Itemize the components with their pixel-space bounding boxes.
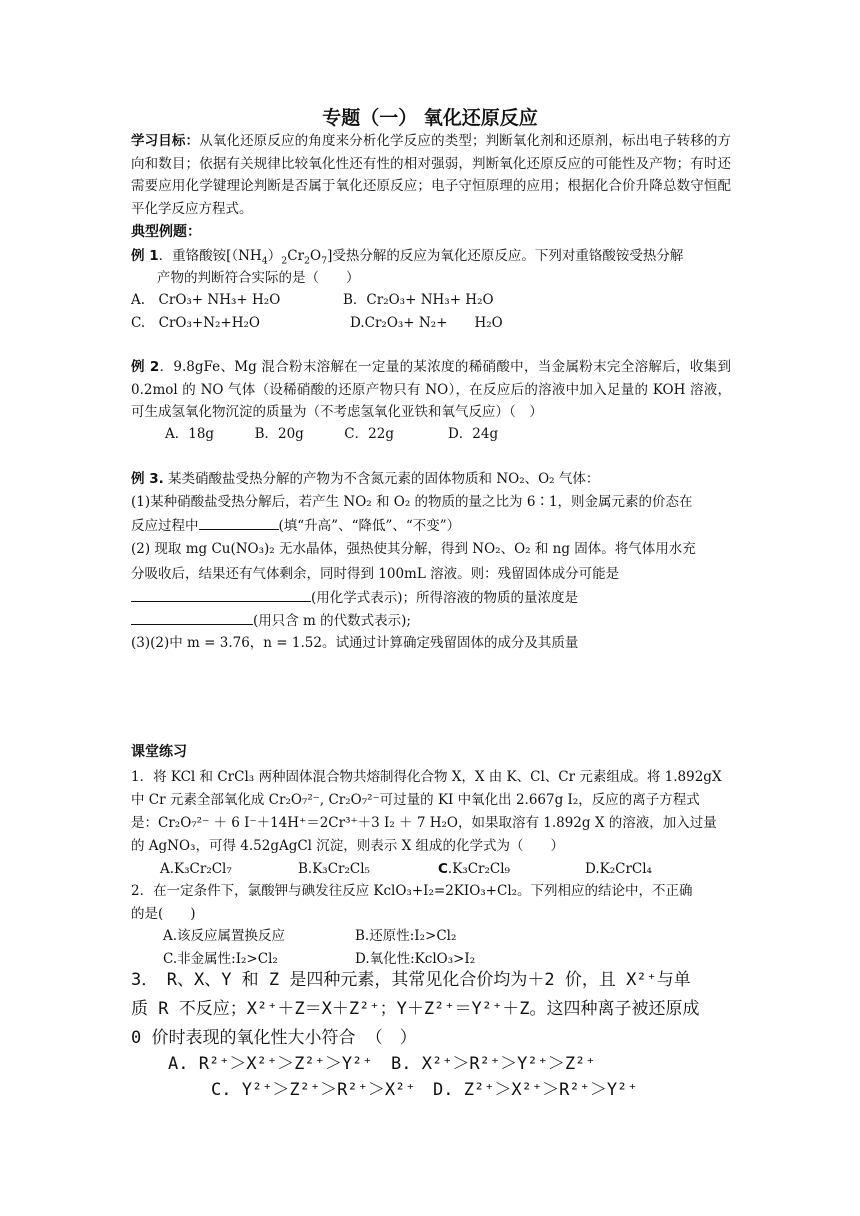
page-title: 专题（一） 氧化还原反应 [322,107,538,129]
example-1-option-a: A. CrO₃+ NH₃+ H₂O [131,292,281,308]
example-3-intro-text: 某类硝酸盐受热分解的产物为不含氮元素的固体物质和 NO₂、O₂ 气体： [168,471,600,487]
practice-2-line2: 的是( ) [131,906,196,922]
practice-3-line3: 0 价时表现的氧化性大小符合 （ ） [131,1028,417,1048]
practice-3-option-c: C. Y²⁺＞Z²⁺＞R²⁺＞X²⁺ [211,1080,416,1100]
practice-1-option-b: B.K₃Cr₂Cl₅ [298,861,370,877]
example-3-q1-line1: (1)某种硝酸盐受热分解后，若产生 NO₂ 和 O₂ 的物质的量之比为 6∶1，则金属元素的价态在 [131,494,693,510]
practice-3-option-d: D. Z²⁺＞X²⁺＞R²⁺＞Y²⁺ [433,1080,638,1100]
practice-3-option-b: B. X²⁺＞R²⁺＞Y²⁺＞Z²⁺ [391,1054,596,1074]
example-2-options: A．18g B．20g C．22g D．24g [165,426,499,442]
practice-1-line1: 1．将 KCl 和 CrCl₃ 两种固体混合物共熔制得化合物 X，X 由 K、Cl、Cr 元素组成。将 1.892gX [131,769,722,785]
practice-3-line1: 3． R、X、Y 和 Z 是四种元素，其常见化合价均为＋2 价，且 X²⁺与单 [131,970,691,990]
example-2-text: ．9.8gFe、Mg 混合粉末溶解在一定量的某浓度的稀硝酸中，当金属粉末完全溶解后，收集到 0.2mol 的 NO 气体（设稀硝酸的还原产物只有 NO），在反应后的溶液中加入足量的 KOH 溶液，可生成氢氧化物沉淀的质量为（不考虑氢氧化亚铁和氧气反应）（ ） [131,359,732,420]
learning-objective [131,130,731,220]
practice-1-line4: 的 AgNO₃，可得 4.52gAgCl 沉淀，则表示 X 组成的化学式为（ ） [131,838,564,854]
ex1-stem-e: ]受热分解的反应为氧化还原反应。下列对重铬酸铵受热分解 [327,248,684,264]
example-1-option-d: D.Cr₂O₃+ N₂+ H₂O [350,315,503,331]
answer-blank-1[interactable] [199,515,279,530]
example-1-option-c: C. CrO₃+N₂+H₂O [131,315,261,331]
ex1-stem-a: ．重铬酸铵[（NH [158,248,262,264]
practice-2-option-c: C.非金属性:I₂>Cl₂ [163,951,278,967]
practice-2-option-b: B.还原性:I₂>Cl₂ [355,928,457,944]
practice-3-option-a: A. R²⁺＞X²⁺＞Z²⁺＞Y²⁺ [168,1054,373,1074]
practice-1-line3: 是：Cr₂O₇²⁻ ＋ 6 I⁻＋14H⁺＝2Cr³⁺＋3 I₂ ＋ 7 H₂O，如果取溶有 1.892g X 的溶液，加入过量 [131,815,717,831]
example-3-q3: (3)(2)中 m = 3.76，n = 1.52。试通过计算确定残留固体的成分及其质量 [131,635,579,651]
practice-1-option-c [438,859,510,879]
ex1-stem-d: O [310,248,322,264]
practice-1-option-c-text: .K₃Cr₂Cl₉ [447,861,510,877]
example-3-intro [131,469,599,489]
practice-1-option-c-letter: C [438,861,448,877]
examples-heading: 典型例题： [131,224,201,240]
practice-1-option-a: A.K₃Cr₂Cl₇ [160,861,232,877]
example-3-q1-line2 [131,515,460,536]
objective-label: 学习目标： [131,133,200,149]
practice-1-line2: 中 Cr 元素全部氧化成 Cr₂O₇²⁻, Cr₂O₇²⁻可过量的 KI 中氧化出 2.667g I₂，反应的离子方程式 [131,792,700,808]
ex3-q2-c: (用化学式表示)；所得溶液的物质的量浓度是 [311,590,579,606]
example-2-label: 例 2 [131,359,160,375]
practice-2-line1: 2．在一定条件下，氯酸钾与碘发往反应 KclO₃+I₂=2KIO₃+Cl₂。下列相应的结论中，不正确 [131,883,693,899]
example-1-stem-line2: 产物的判断符合实际的是（ ） [157,270,360,286]
example-2 [131,356,731,424]
objective-text: 从氧化还原反应的角度来分析化学反应的类型；判断氧化剂和还原剂，标出电子转移的方向和数目；依据有关规律比较氧化性还有性的相对强弱，判断氧化还原反应的可能性及产物；有时还需要应用化学键理论判断是否属于氧化还原反应；电子守恒原理的应用；根据化合价升降总数守恒配平化学反应方程式。 [131,133,732,217]
practice-2-option-a: A.该反应属置换反应 [163,928,286,944]
practice-3-line2: 质 R 不反应；X²⁺＋Z＝X＋Z²⁺；Y＋Z²⁺＝Y²⁺＋Z。这四种离子被还原成 [131,999,700,1019]
ex3-q1-c: (填“升高”、“降低”、“不变”） [278,518,461,534]
example-1-stem: 例 1．重铬酸铵$[(NH_4)_2Cr_2O_7]$受热分解的反应为氧化还原反应。下列对重铬酸铵受热分解 [131,248,684,267]
example-1-option-b: B．Cr₂O₃+ NH₃+ H₂O [343,292,494,308]
example-3-label: 例 3. [131,471,164,487]
example-3-q2-line3 [131,587,578,608]
example-3-q2-line2: 分吸收后，结果还有气体剩余，同时得到 100mL 溶液。则：残留固体成分可能是 [131,566,620,582]
ex1-stem-b: ） [267,248,282,264]
practice-heading: 课堂练习 [131,744,187,760]
ex1-stem-c: Cr [287,248,305,264]
practice-2-option-d: D.氧化性:KclO₃>I₂ [355,951,476,967]
example-3-q2-line1: (2) 现取 mg Cu(NO₃)₂ 无水晶体，强热使其分解，得到 NO₂、O₂ 和 ng 固体。将气体用水充 [131,541,696,557]
practice-1-option-d: D.K₂CrCl₄ [585,861,652,877]
answer-blank-3[interactable] [131,610,253,625]
example-1-label: 例 1 [131,248,159,264]
ex3-q1-b: 反应过程中 [131,518,199,534]
answer-blank-2[interactable] [131,587,311,602]
ex3-q2-d: (用只含 m 的代数式表示); [253,613,411,629]
example-3-q2-line4 [131,610,411,631]
